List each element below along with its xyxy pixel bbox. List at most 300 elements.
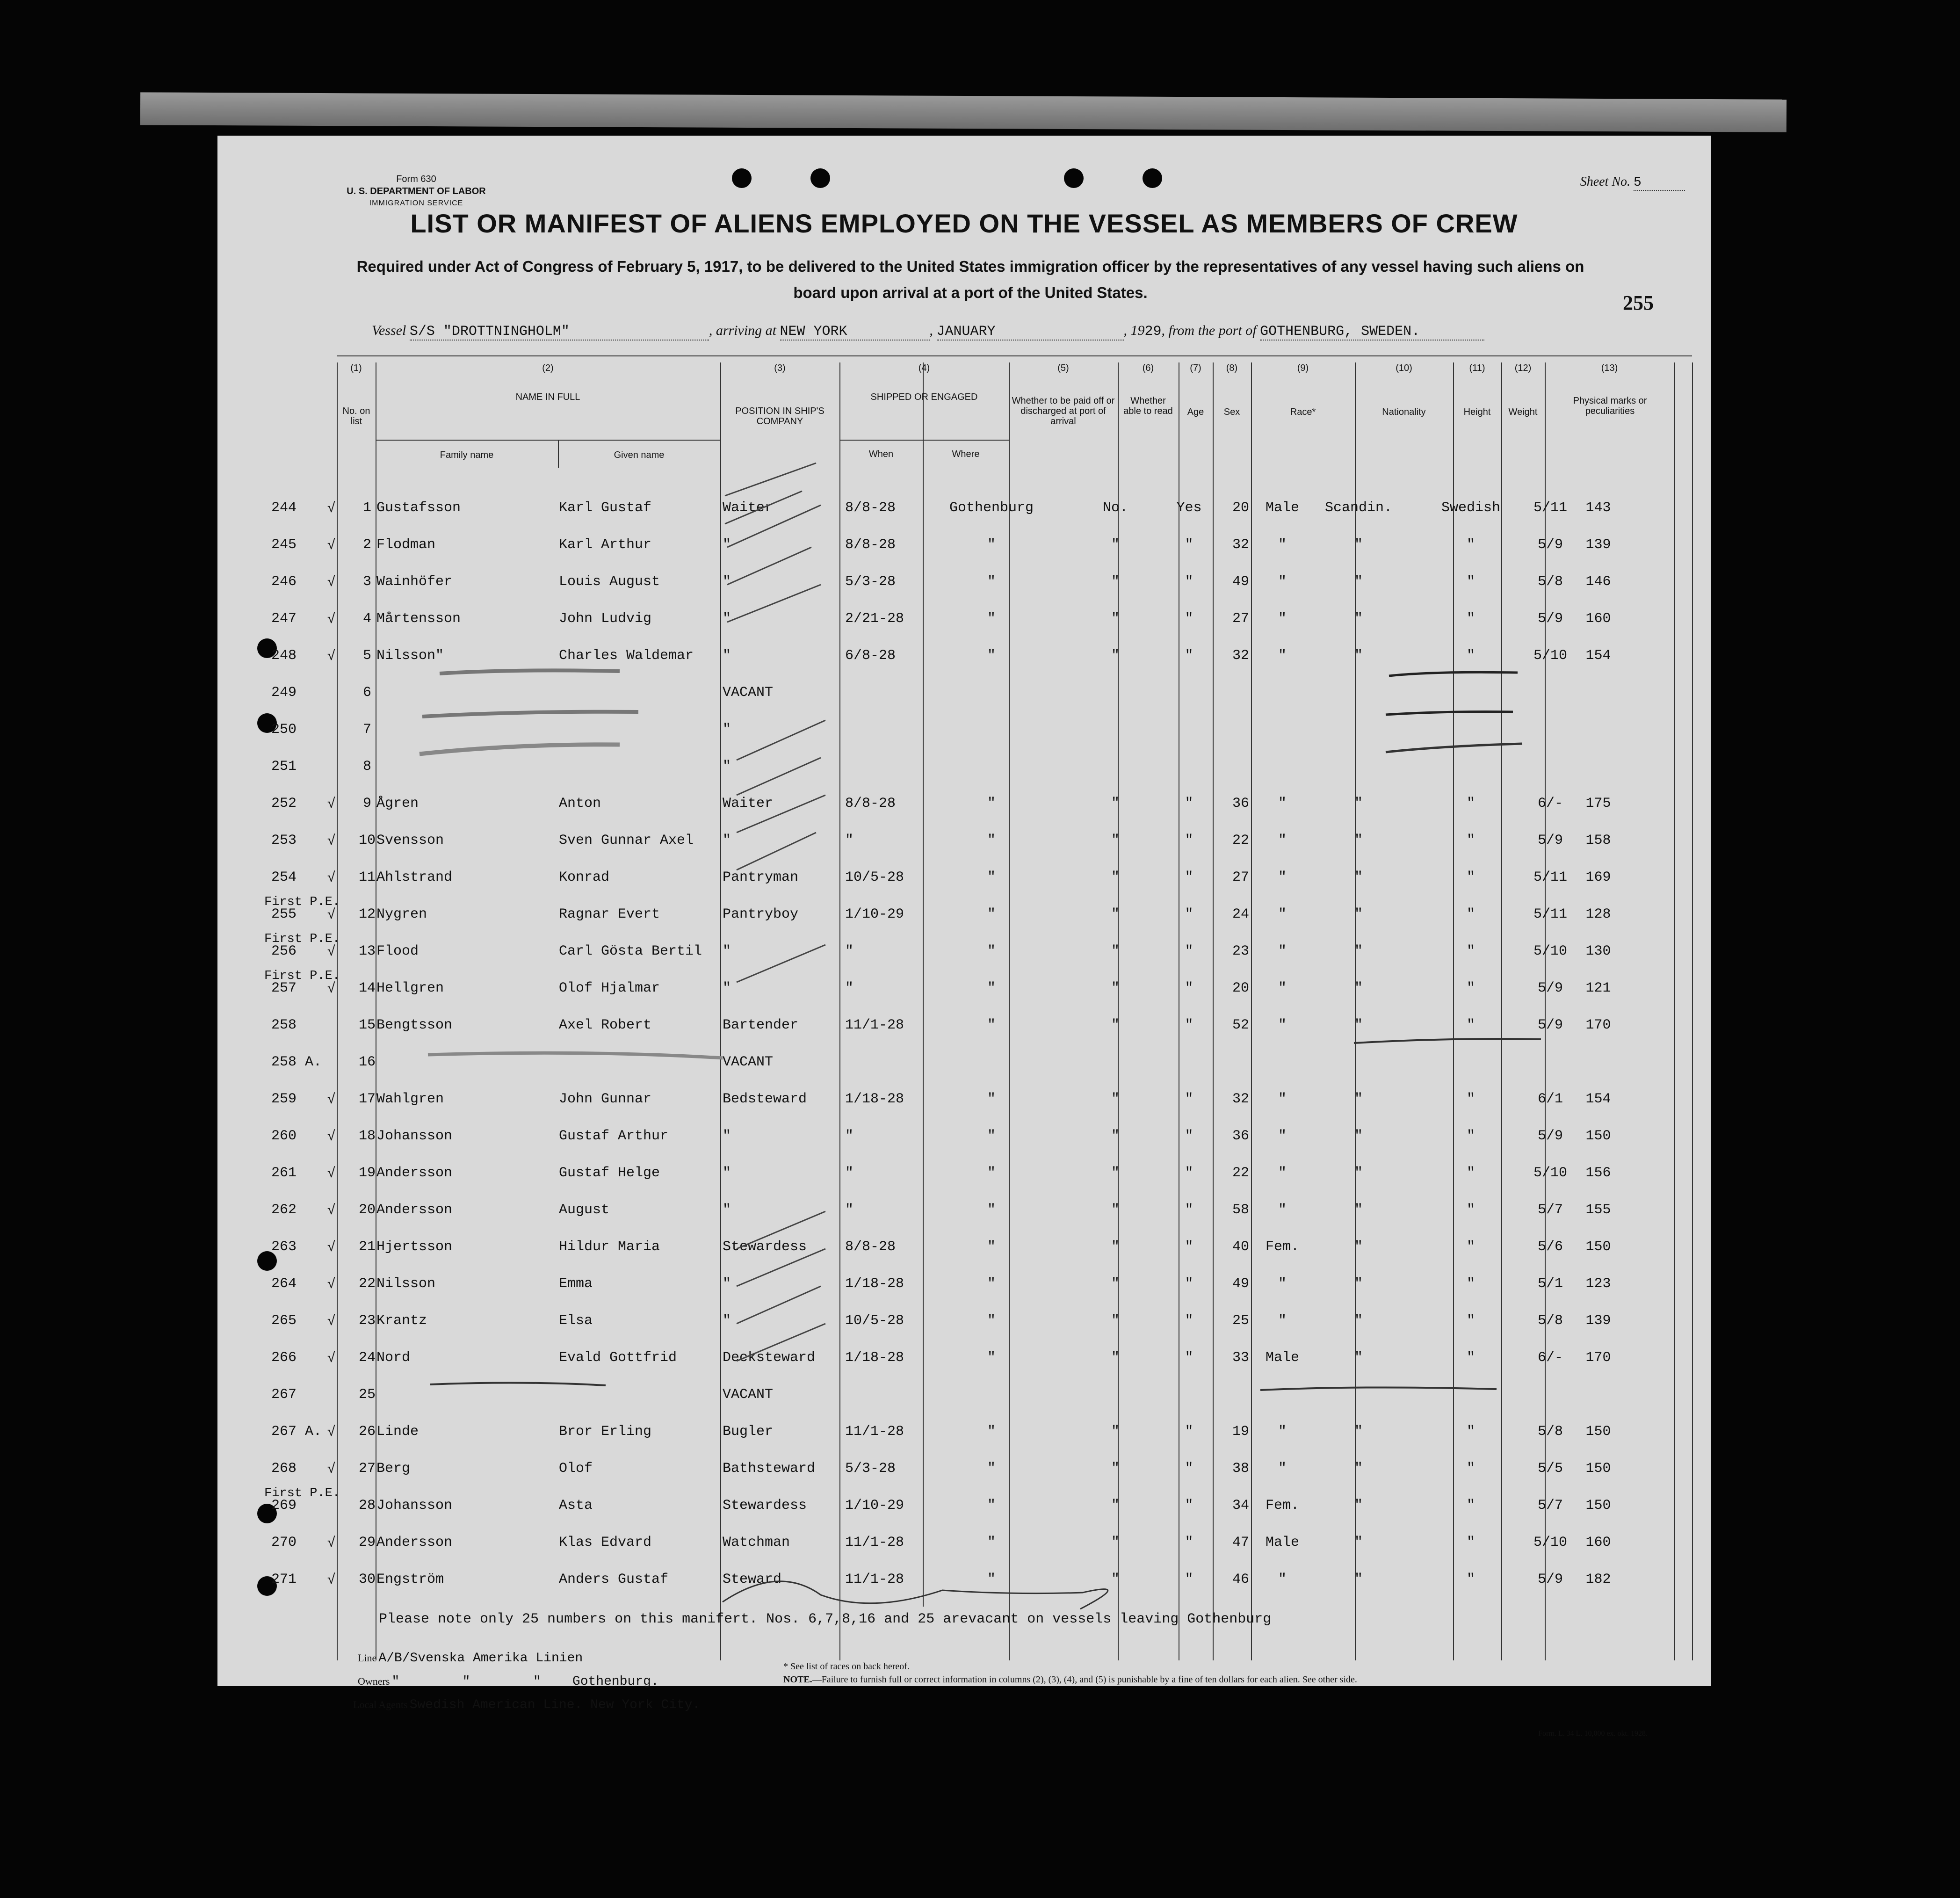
- col-num-12: (12): [1514, 363, 1532, 373]
- weight: 128: [1585, 906, 1611, 922]
- owners-field: [358, 1674, 659, 1689]
- able-to-read: ": [1185, 1424, 1193, 1440]
- list-number: 25: [358, 1387, 376, 1403]
- engaged-date: 1/18-28: [845, 1350, 904, 1366]
- engaged-place: ": [987, 1091, 996, 1107]
- position: Decksteward: [723, 1350, 816, 1366]
- weight: 160: [1585, 1535, 1611, 1550]
- weight: 150: [1585, 1128, 1611, 1144]
- race: ": [1354, 1498, 1363, 1514]
- original-number: 251: [271, 759, 297, 775]
- weight: 146: [1585, 574, 1611, 590]
- agents-value: Swedish American Line. New York City.: [409, 1698, 701, 1712]
- engaged-date: 6/8-28: [845, 648, 896, 664]
- weight: 170: [1585, 1017, 1611, 1033]
- check-mark: √: [327, 1165, 335, 1181]
- original-number: 249: [271, 685, 297, 701]
- sheet-label: Sheet No.: [1580, 174, 1630, 189]
- weight: 139: [1585, 537, 1611, 553]
- able-to-read: ": [1185, 648, 1193, 664]
- family-name: Nord: [376, 1350, 411, 1366]
- original-number: 253: [271, 833, 297, 848]
- engaged-date: 11/1-28: [845, 1017, 904, 1033]
- weight: 154: [1585, 1091, 1611, 1107]
- given-name: Konrad: [559, 869, 610, 885]
- able-to-read: ": [1185, 574, 1193, 590]
- race: ": [1354, 1572, 1363, 1587]
- height: 5/8: [1537, 574, 1563, 590]
- list-number: 1: [362, 500, 371, 516]
- engaged-place: ": [987, 1017, 996, 1033]
- race: ": [1354, 906, 1363, 922]
- check-mark: √: [327, 1202, 335, 1217]
- age: 49: [1232, 1276, 1249, 1292]
- age: 22: [1232, 833, 1249, 848]
- engaged-place: ": [987, 869, 996, 885]
- engaged-date: 10/5-28: [845, 1313, 904, 1329]
- height: 5/9: [1537, 1572, 1563, 1587]
- paper-edge-shadow: [140, 92, 1786, 132]
- given-name: August: [559, 1202, 610, 1218]
- nationality: ": [1466, 1091, 1475, 1107]
- nationality: ": [1466, 1535, 1475, 1550]
- able-to-read: ": [1185, 1498, 1193, 1514]
- able-to-read: ": [1185, 537, 1193, 553]
- check-mark: √: [327, 1128, 335, 1144]
- page-title: LIST OR MANIFEST OF ALIENS EMPLOYED ON THE VESSEL AS MEMBERS OF CREW: [410, 209, 1518, 238]
- position: Watchman: [723, 1535, 790, 1550]
- engaged-place: ": [987, 1239, 996, 1255]
- owners-value: " " " Gothenburg.: [391, 1674, 659, 1689]
- header-height: Height: [1463, 407, 1491, 417]
- weight: 143: [1585, 500, 1611, 516]
- paid-off: ": [1111, 1313, 1120, 1329]
- vacancy-note: Please note only 25 numbers on this manifert. Nos. 6,7,8,16 and 25 arevacant on vessels leaving Gothenburg: [379, 1611, 1272, 1627]
- original-number: 250: [271, 722, 297, 738]
- check-mark: √: [327, 1535, 335, 1550]
- header-paid-off: Whether to be paid off or discharged at port of arrival: [1012, 396, 1115, 427]
- race: ": [1354, 648, 1363, 664]
- age: 38: [1232, 1461, 1249, 1477]
- engaged-date: ": [845, 1165, 854, 1181]
- position: ": [723, 943, 731, 959]
- height: 5/8: [1537, 1313, 1563, 1329]
- row-annotation: First P.E.: [264, 1486, 340, 1500]
- engaged-date: 5/3-28: [845, 1461, 896, 1477]
- paid-off: ": [1111, 1461, 1120, 1477]
- engaged-place: ": [987, 574, 996, 590]
- paid-off: ": [1111, 1276, 1120, 1292]
- paid-off: ": [1111, 980, 1120, 996]
- sex: Fem.: [1265, 1498, 1299, 1514]
- position: VACANT: [723, 1387, 774, 1403]
- age: 22: [1232, 1165, 1249, 1181]
- able-to-read: ": [1185, 833, 1193, 848]
- height: 5/9: [1537, 833, 1563, 848]
- engaged-place: ": [987, 1202, 996, 1218]
- year-suffix: 29: [1144, 324, 1162, 340]
- family-name: Flodman: [376, 537, 436, 553]
- family-name: Bengtsson: [376, 1017, 453, 1033]
- family-name: Mårtensson: [376, 611, 461, 627]
- age: 46: [1232, 1572, 1249, 1587]
- original-number: 247: [271, 611, 297, 627]
- col-num-11: (11): [1469, 363, 1485, 373]
- weight: 169: [1585, 869, 1611, 885]
- position: ": [723, 722, 731, 738]
- given-name: Gustaf Arthur: [559, 1128, 669, 1144]
- header-family-name: Family name: [440, 450, 494, 460]
- engaged-date: 8/8-28: [845, 1239, 896, 1255]
- age: 27: [1232, 611, 1249, 627]
- list-number: 15: [358, 1017, 376, 1033]
- engaged-date: 1/18-28: [845, 1091, 904, 1107]
- manifest-sheet: [217, 136, 1711, 1738]
- vessel-name: S/S "DROTTNINGHOLM": [410, 324, 709, 340]
- arriving-label: , arriving at: [709, 323, 776, 338]
- arriving-port: NEW YORK: [780, 324, 930, 340]
- nationality: ": [1466, 1350, 1475, 1366]
- sex: Male: [1265, 1535, 1299, 1550]
- nationality: ": [1466, 1498, 1475, 1514]
- position: Stewardess: [723, 1239, 807, 1255]
- paid-off: ": [1111, 1572, 1120, 1587]
- nationality: ": [1466, 1276, 1475, 1292]
- from-port: GOTHENBURG, SWEDEN.: [1260, 324, 1484, 340]
- sex: ": [1278, 648, 1287, 664]
- weight: 150: [1585, 1498, 1611, 1514]
- nationality: ": [1466, 611, 1475, 627]
- age: 19: [1232, 1424, 1249, 1440]
- position: Waiter: [723, 500, 774, 516]
- race: ": [1354, 537, 1363, 553]
- engaged-date: ": [845, 980, 854, 996]
- position: VACANT: [723, 685, 774, 701]
- check-mark: √: [327, 943, 335, 959]
- nationality: ": [1466, 833, 1475, 848]
- paid-off: ": [1111, 574, 1120, 590]
- given-name: Karl Gustaf: [559, 500, 652, 516]
- line-value: A/B/Svenska Amerika Linien: [378, 1651, 583, 1666]
- engaged-date: ": [845, 943, 854, 959]
- able-to-read: ": [1185, 1017, 1193, 1033]
- list-number: 7: [362, 722, 371, 738]
- header-physical-marks: Physical marks or peculiarities: [1573, 396, 1647, 416]
- height: 5/6: [1537, 1239, 1563, 1255]
- age: 24: [1232, 906, 1249, 922]
- given-name: John Gunnar: [559, 1091, 652, 1107]
- weight: 175: [1585, 796, 1611, 811]
- nationality: ": [1466, 796, 1475, 811]
- sex: ": [1278, 611, 1287, 627]
- engaged-place: ": [987, 1350, 996, 1366]
- age: 27: [1232, 869, 1249, 885]
- able-to-read: ": [1185, 906, 1193, 922]
- vessel-label: Vessel: [372, 323, 406, 338]
- check-mark: √: [327, 796, 335, 811]
- check-mark: √: [327, 833, 335, 848]
- original-number: 255: [271, 906, 297, 922]
- able-to-read: ": [1185, 1461, 1193, 1477]
- engaged-date: 2/21-28: [845, 611, 904, 627]
- able-to-read: ": [1185, 611, 1193, 627]
- engaged-date: 11/1-28: [845, 1535, 904, 1550]
- able-to-read: ": [1185, 1572, 1193, 1587]
- paid-off: ": [1111, 1350, 1120, 1366]
- original-number: 256: [271, 943, 297, 959]
- engaged-date: 8/8-28: [845, 537, 896, 553]
- row-annotation: First P.E.: [264, 969, 340, 983]
- original-number: 263: [271, 1239, 297, 1255]
- given-name: Hildur Maria: [559, 1239, 660, 1255]
- height: 6/1: [1537, 1091, 1563, 1107]
- height: 5/11: [1533, 500, 1567, 516]
- print-code: Form. L. 34 L. 10,000 ex. okt. 1928.: [1538, 1730, 1648, 1738]
- given-name: Louis August: [559, 574, 660, 590]
- height: 5/10: [1533, 1165, 1567, 1181]
- agents-field: [353, 1698, 700, 1712]
- family-name: Nygren: [376, 906, 427, 922]
- header-age: Age: [1187, 407, 1204, 417]
- given-name: Sven Gunnar Axel: [559, 833, 694, 848]
- family-name: Wahlgren: [376, 1091, 444, 1107]
- row-annotation: First P.E.: [264, 932, 340, 946]
- list-number: 17: [358, 1091, 376, 1107]
- sex: ": [1278, 1276, 1287, 1292]
- nationality: ": [1466, 1313, 1475, 1329]
- height: 5/7: [1537, 1202, 1563, 1218]
- nationality: ": [1466, 980, 1475, 996]
- height: 5/1: [1537, 1276, 1563, 1292]
- col-num-13: (13): [1601, 363, 1618, 373]
- given-name: Gustaf Helge: [559, 1165, 660, 1181]
- family-name: Nilsson: [376, 1276, 436, 1292]
- race: ": [1354, 1091, 1363, 1107]
- original-number: 271: [271, 1572, 297, 1587]
- race: ": [1354, 1424, 1363, 1440]
- family-name: Andersson: [376, 1535, 453, 1550]
- original-number: 260: [271, 1128, 297, 1144]
- check-mark: √: [327, 1350, 335, 1365]
- given-name: Olof: [559, 1461, 593, 1477]
- check-mark: √: [327, 1091, 335, 1107]
- list-number: 16: [358, 1054, 376, 1070]
- list-number: 10: [358, 833, 376, 848]
- nationality: ": [1466, 1128, 1475, 1144]
- list-number: 12: [358, 906, 376, 922]
- paid-off: ": [1111, 1128, 1120, 1144]
- original-number: 265: [271, 1313, 297, 1329]
- paid-off: ": [1111, 648, 1120, 664]
- line-field: [358, 1651, 583, 1666]
- sex: ": [1278, 869, 1287, 885]
- position: ": [723, 759, 731, 775]
- able-to-read: Yes: [1176, 500, 1202, 516]
- from-label: , from the port of: [1161, 323, 1257, 338]
- able-to-read: ": [1185, 980, 1193, 996]
- race: ": [1354, 1165, 1363, 1181]
- engaged-place: ": [987, 1572, 996, 1587]
- list-number: 18: [358, 1128, 376, 1144]
- list-number: 11: [358, 869, 376, 885]
- height: 5/9: [1537, 980, 1563, 996]
- age: 20: [1232, 500, 1249, 516]
- family-name: Johansson: [376, 1498, 453, 1514]
- paid-off: ": [1111, 943, 1120, 959]
- age: 23: [1232, 943, 1249, 959]
- age: 25: [1232, 1313, 1249, 1329]
- header-weight: Weight: [1508, 407, 1538, 417]
- able-to-read: ": [1185, 1165, 1193, 1181]
- engaged-date: 11/1-28: [845, 1572, 904, 1587]
- position: ": [723, 1202, 731, 1218]
- position: ": [723, 1276, 731, 1292]
- position: ": [723, 980, 731, 996]
- race: ": [1354, 1017, 1363, 1033]
- original-number: 270: [271, 1535, 297, 1550]
- position: VACANT: [723, 1054, 774, 1070]
- col-num-6: (6): [1142, 363, 1154, 373]
- check-mark: √: [327, 980, 335, 996]
- height: 5/10: [1533, 1535, 1567, 1550]
- paid-off: ": [1111, 796, 1120, 811]
- position: ": [723, 1128, 731, 1144]
- list-number: 20: [358, 1202, 376, 1218]
- engaged-date: ": [845, 1128, 854, 1144]
- header-shipped: SHIPPED OR ENGAGED: [870, 392, 978, 402]
- race: ": [1354, 1461, 1363, 1477]
- sheet-value: 5: [1634, 175, 1685, 191]
- able-to-read: ": [1185, 1128, 1193, 1144]
- position: ": [723, 648, 731, 664]
- height: 6/-: [1537, 796, 1563, 811]
- engaged-place: ": [987, 537, 996, 553]
- given-name: Karl Arthur: [559, 537, 652, 553]
- original-number: 267: [271, 1387, 297, 1403]
- paid-off: ": [1111, 1017, 1120, 1033]
- check-mark: √: [327, 574, 335, 589]
- sex: Male: [1265, 500, 1299, 516]
- engaged-place: ": [987, 1313, 996, 1329]
- race: Scandin.: [1324, 500, 1393, 516]
- check-mark: √: [327, 500, 335, 515]
- age: 47: [1232, 1535, 1249, 1550]
- original-number: 259: [271, 1091, 297, 1107]
- check-mark: √: [327, 1239, 335, 1254]
- engaged-place: ": [987, 1128, 996, 1144]
- sex: ": [1278, 1424, 1287, 1440]
- paid-off: ": [1111, 1091, 1120, 1107]
- nationality: ": [1466, 537, 1475, 553]
- list-number: 4: [362, 611, 371, 627]
- given-name: Bror Erling: [559, 1424, 652, 1440]
- paid-off: ": [1111, 1535, 1120, 1550]
- engaged-date: 8/8-28: [845, 500, 896, 516]
- engaged-place: ": [987, 648, 996, 664]
- nationality: ": [1466, 1572, 1475, 1587]
- paid-off: No.: [1102, 500, 1128, 516]
- race: ": [1354, 796, 1363, 811]
- family-name: Hellgren: [376, 980, 444, 996]
- race: ": [1354, 1239, 1363, 1255]
- penalty-text: —Failure to furnish full or correct information in columns (2), (3), (4), and (5) is punishable by a fine of ten dollars for each alien. See other side.: [812, 1674, 1357, 1685]
- penalty-label: NOTE.: [783, 1674, 812, 1685]
- race: ": [1354, 833, 1363, 848]
- header-nationality: Nationality: [1382, 407, 1426, 417]
- sex: ": [1278, 1128, 1287, 1144]
- header-position: POSITION IN SHIP'S COMPANY: [735, 406, 825, 427]
- weight: 139: [1585, 1313, 1611, 1329]
- given-name: Anton: [559, 796, 601, 811]
- arrival-month: JANUARY: [937, 324, 1124, 340]
- check-mark: √: [327, 611, 335, 626]
- sex: ": [1278, 980, 1287, 996]
- age: 40: [1232, 1239, 1249, 1255]
- engaged-place: ": [987, 833, 996, 848]
- check-mark: √: [327, 1424, 335, 1439]
- engaged-place: ": [987, 906, 996, 922]
- given-name: Ragnar Evert: [559, 906, 660, 922]
- original-number: 261: [271, 1165, 297, 1181]
- engaged-place: ": [987, 1461, 996, 1477]
- race: ": [1354, 1350, 1363, 1366]
- weight: 155: [1585, 1202, 1611, 1218]
- col-num-2: (2): [542, 363, 554, 373]
- nationality: ": [1466, 648, 1475, 664]
- age: 32: [1232, 1091, 1249, 1107]
- engaged-date: ": [845, 1202, 854, 1218]
- able-to-read: ": [1185, 1313, 1193, 1329]
- engaged-place: ": [987, 1165, 996, 1181]
- given-name: Klas Edvard: [559, 1535, 652, 1550]
- original-number: 248: [271, 648, 297, 664]
- header-able-read: Whether able to read: [1123, 396, 1173, 416]
- position: Waiter: [723, 796, 774, 811]
- department-name: U. S. DEPARTMENT OF LABOR: [347, 186, 486, 196]
- family-name: Engström: [376, 1572, 444, 1587]
- sex: ": [1278, 574, 1287, 590]
- position: Bathsteward: [723, 1461, 816, 1477]
- race: ": [1354, 611, 1363, 627]
- header-race: Race*: [1290, 407, 1316, 417]
- family-name: Ågren: [376, 796, 419, 811]
- given-name: Asta: [559, 1498, 593, 1514]
- weight: 160: [1585, 611, 1611, 627]
- family-name: Andersson: [376, 1165, 453, 1181]
- weight: 130: [1585, 943, 1611, 959]
- position: Steward: [723, 1572, 782, 1587]
- col-num-5: (5): [1057, 363, 1069, 373]
- sex: ": [1278, 943, 1287, 959]
- race: ": [1354, 1535, 1363, 1550]
- position: Bedsteward: [723, 1091, 807, 1107]
- sex: ": [1278, 537, 1287, 553]
- original-number: 258: [271, 1017, 297, 1033]
- height: 5/11: [1533, 906, 1567, 922]
- weight: 182: [1585, 1572, 1611, 1587]
- check-mark: √: [327, 1276, 335, 1291]
- weight: 154: [1585, 648, 1611, 664]
- race: ": [1354, 980, 1363, 996]
- service-name: IMMIGRATION SERVICE: [369, 199, 463, 207]
- list-number: 27: [358, 1461, 376, 1477]
- age: 36: [1232, 796, 1249, 811]
- page-subtitle: Required under Act of Congress of February 5, 1917, to be delivered to the United States immigration officer by the representatives of any vessel having such aliens on board upon arrival at a port of the United States.: [356, 258, 1584, 301]
- original-number: 244: [271, 500, 297, 516]
- able-to-read: ": [1185, 1535, 1193, 1550]
- position: ": [723, 833, 731, 848]
- height: 5/10: [1533, 648, 1567, 664]
